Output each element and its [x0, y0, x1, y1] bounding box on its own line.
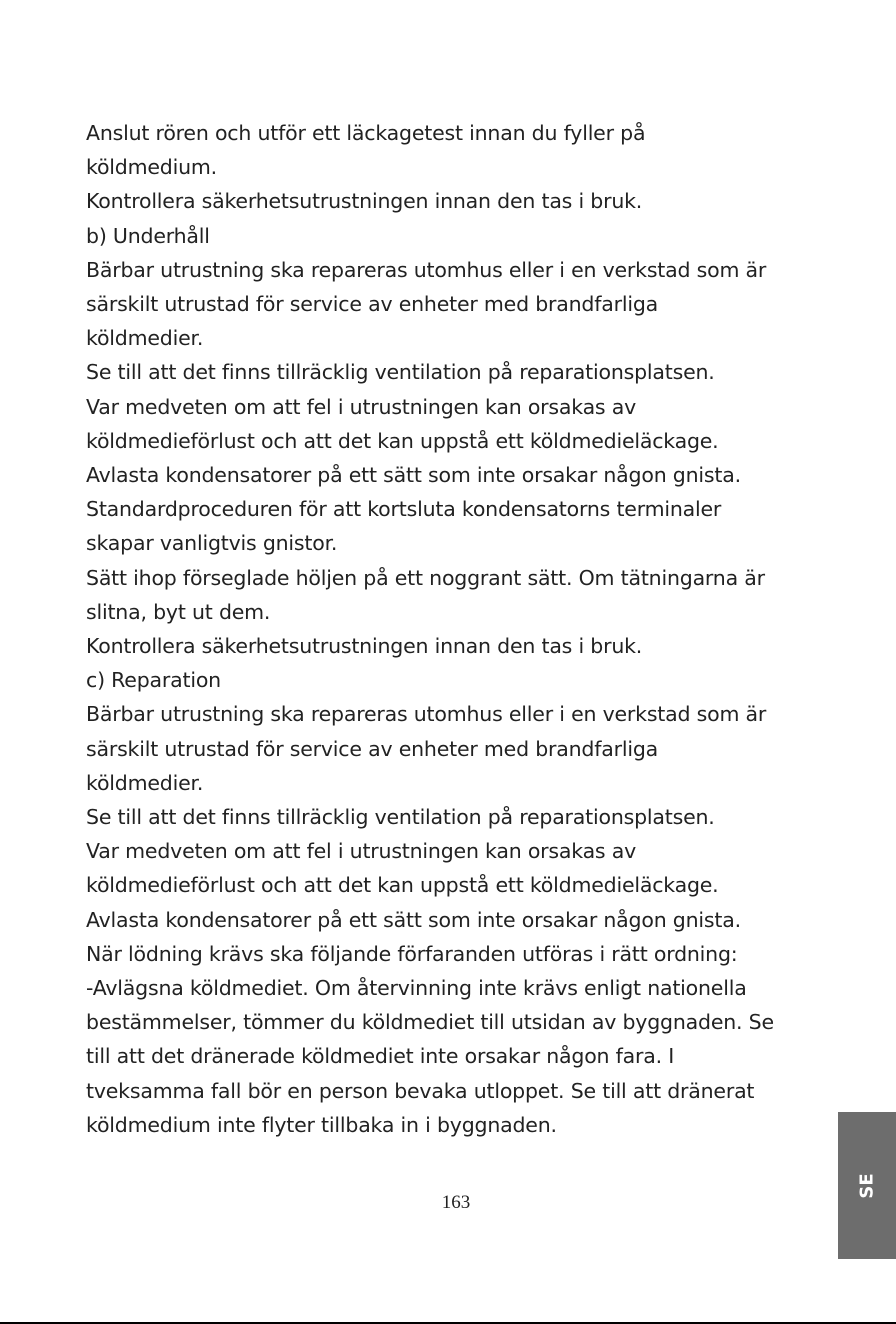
text-line: Avlasta kondensatorer på ett sätt som inte orsakar någon gnista. — [86, 463, 741, 488]
section-heading-maintenance: b) Underhåll — [86, 223, 210, 248]
text-line: tveksamma fall bör en person bevaka utloppet. Se till att dränerat — [86, 1078, 755, 1103]
text-line: bestämmelser, tömmer du köldmediet till utsidan av byggnaden. Se — [86, 1010, 774, 1035]
text-line: Sätt ihop förseglade höljen på ett noggrant sätt. Om tätningarna är — [86, 565, 765, 590]
text-line: Avlasta kondensatorer på ett sätt som inte orsakar någon gnista. — [86, 907, 741, 932]
text-line: Se till att det finns tillräcklig ventilation på reparationsplatsen. — [86, 805, 715, 830]
text-line: Bärbar utrustning ska repareras utomhus eller i en verkstad som är — [86, 702, 767, 727]
text-line: När lödning krävs ska följande förfaranden utföras i rätt ordning: — [86, 941, 738, 966]
text-line: särskilt utrustad för service av enheter med brandfarliga — [86, 292, 658, 317]
text-line: -Avlägsna köldmediet. Om återvinning inte krävs enligt nationella — [86, 976, 747, 1001]
text-line: slitna, byt ut dem. — [86, 599, 271, 624]
section-heading-repair: c) Reparation — [86, 668, 221, 693]
page-body — [86, 116, 836, 1142]
text-line: Var medveten om att fel i utrustningen kan orsakas av — [86, 839, 637, 864]
text-line: särskilt utrustad för service av enheter med brandfarliga — [86, 736, 658, 761]
text-line: köldmedieförlust och att det kan uppstå ett köldmedieläckage. — [86, 873, 719, 898]
text-line: köldmedium inte flyter tillbaka in i byggnaden. — [86, 1112, 557, 1137]
text-line: köldmedium. — [86, 155, 217, 180]
text-line: skapar vanligtvis gnistor. — [86, 531, 338, 556]
text-line: Anslut rören och utför ett läckagetest innan du fyller på — [86, 121, 646, 145]
text-line: Bärbar utrustning ska repareras utomhus eller i en verkstad som är — [86, 257, 767, 282]
text-line: köldmedieförlust och att det kan uppstå ett köldmedieläckage. — [86, 428, 719, 453]
text-line: köldmedier. — [86, 326, 204, 351]
text-line: Se till att det finns tillräcklig ventilation på reparationsplatsen. — [86, 360, 715, 385]
text-line: köldmedier. — [86, 770, 204, 795]
language-tab — [838, 1112, 896, 1259]
text-line: till att det dränerade köldmediet inte orsakar någon fara. I — [86, 1044, 675, 1069]
text-line: Kontrollera säkerhetsutrustningen innan den tas i bruk. — [86, 189, 643, 214]
text-line: Standardproceduren för att kortsluta kondensatorns terminaler — [86, 497, 722, 522]
text-line: Kontrollera säkerhetsutrustningen innan den tas i bruk. — [86, 634, 643, 659]
text-line: Var medveten om att fel i utrustningen kan orsakas av — [86, 394, 637, 419]
language-tab-label: SE — [856, 1172, 878, 1199]
page-number: 163 — [441, 1192, 471, 1213]
